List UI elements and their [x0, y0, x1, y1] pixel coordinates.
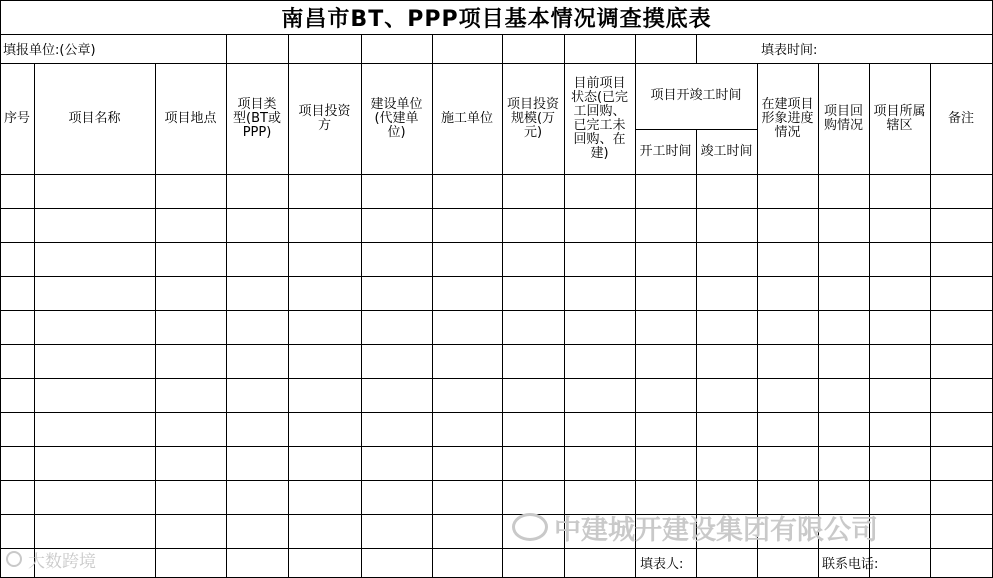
watermark-left-text: 大数跨境: [28, 551, 96, 572]
grid-line: [0, 310, 993, 311]
grid-line: [696, 34, 697, 63]
grid-line: [0, 344, 993, 345]
grid-line: [0, 276, 993, 277]
header-district: 项目所属辖区: [873, 103, 926, 133]
fill-unit-label: 填报单位:(公章): [3, 43, 96, 58]
grid-line: [0, 208, 993, 209]
header-project-status: 目前项目状态(已完工回购、已完工未回购、在建): [570, 75, 629, 161]
header-project-location: 项目地点: [164, 110, 217, 126]
header-progress: 在建项目形象进度情况: [761, 96, 814, 140]
header-start-time: 开工时间: [639, 143, 692, 159]
header-buyback: 项目回购情况: [823, 103, 863, 133]
header-contractor: 施工单位: [440, 110, 493, 126]
header-remarks: 备注: [947, 110, 974, 126]
watermark-right-text: 中建城开建设集团有限公司: [554, 514, 878, 546]
grid-line: [0, 34, 993, 35]
grid-line: [0, 412, 993, 413]
wechat-icon: [512, 513, 548, 541]
grid-line: [0, 242, 993, 243]
filler-label: 填表人:: [640, 557, 684, 572]
grid-line: [0, 480, 993, 481]
grid-line: [0, 378, 993, 379]
grid-line: [0, 446, 993, 447]
header-builder: 建设单位(代建单位): [370, 96, 423, 140]
sheet-title: 南昌市BT、PPP项目基本情况调查摸底表: [281, 6, 712, 32]
header-start-end-time: 项目开竣工时间: [650, 88, 742, 103]
watermark-left: [6, 546, 96, 572]
phone-label: 联系电话:: [822, 557, 879, 572]
header-project-name: 项目名称: [68, 110, 121, 126]
grid-line: [0, 174, 993, 175]
wechat-icon: [6, 551, 22, 567]
header-seq: 序号: [3, 110, 30, 126]
header-end-time: 竣工时间: [700, 143, 753, 159]
watermark-right: [512, 506, 878, 548]
header-investment-scale: 项目投资规模(万元): [506, 96, 559, 140]
fill-date-label: 填表时间:: [761, 43, 818, 58]
header-investor: 项目投资方: [298, 103, 351, 133]
header-project-type: 项目类型(BT或PPP): [233, 96, 281, 140]
